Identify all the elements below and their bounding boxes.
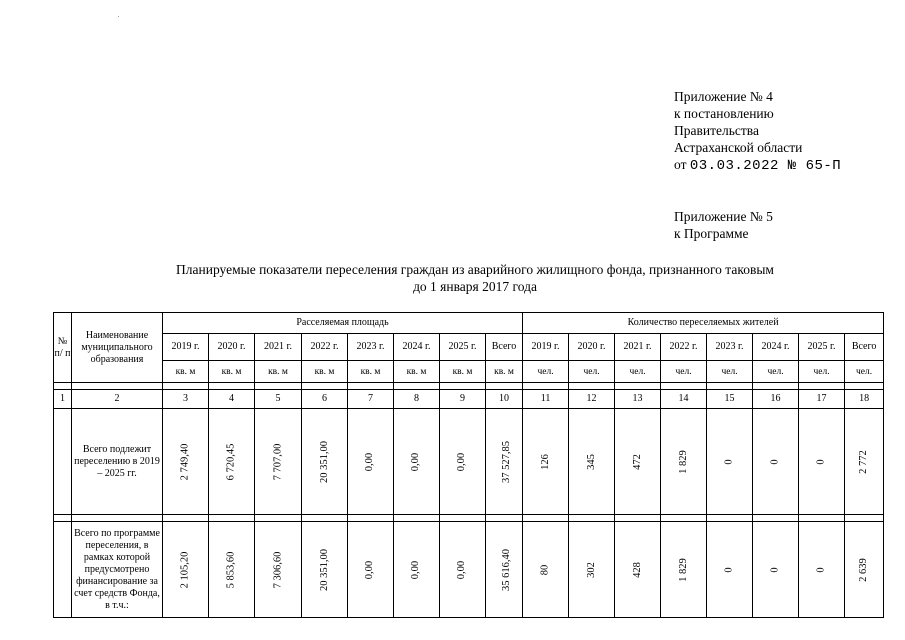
area-total-cell (486, 522, 523, 618)
people-total-value: 2 772 (858, 449, 870, 474)
people-value: 345 (585, 453, 597, 470)
year-header: 2025 г. (799, 334, 845, 361)
column-number: 6 (302, 390, 348, 409)
area-cell (440, 409, 486, 515)
area-value: 7 707,00 (272, 443, 283, 480)
column-number: 8 (394, 390, 440, 409)
people-value: 0 (815, 458, 827, 465)
appendix-4-line1: Приложение № 4 (674, 89, 773, 104)
area-cell (209, 409, 255, 515)
area-value: 0,00 (410, 452, 422, 471)
column-number: 17 (799, 390, 845, 409)
area-cell (302, 522, 348, 618)
column-number: 16 (753, 390, 799, 409)
area-value: 0,00 (410, 560, 422, 579)
unit-area: кв. м (163, 361, 209, 383)
unit-people: чел. (615, 361, 661, 383)
area-cell (394, 522, 440, 618)
people-cell (661, 409, 707, 515)
area-cell (440, 522, 486, 618)
unit-people: чел. (845, 361, 884, 383)
table-row (54, 522, 884, 618)
unit-area: кв. м (394, 361, 440, 383)
unit-people: чел. (753, 361, 799, 383)
row-name-cell: Всего по программе переселения, в рамках которой предусмотрено финансирование за счет средств Фонда, в т.ч.: (72, 522, 163, 618)
year-header: 2023 г. (348, 334, 394, 361)
area-cell (163, 522, 209, 618)
unit-area: кв. м (209, 361, 255, 383)
column-number: 14 (661, 390, 707, 409)
people-cell (615, 522, 661, 618)
area-value: 20 351,00 (318, 548, 330, 591)
unit-area: кв. м (348, 361, 394, 383)
column-number: 1 (54, 390, 72, 409)
year-header: 2024 г. (753, 334, 799, 361)
col-name-header: Наименование муниципального образования (72, 313, 163, 383)
area-total-value: 37 527,85 (501, 440, 512, 483)
date-prefix: от (674, 157, 687, 172)
unit-area: кв. м (486, 361, 523, 383)
resettlement-table (53, 312, 884, 618)
year-header: Всего (845, 334, 884, 361)
column-number: 5 (255, 390, 302, 409)
appendix-4-date (674, 156, 841, 175)
year-header: 2019 г. (163, 334, 209, 361)
people-value: 80 (539, 564, 551, 575)
header-row-groups (54, 313, 884, 334)
people-cell (569, 409, 615, 515)
people-cell (707, 522, 753, 618)
column-number: 18 (845, 390, 884, 409)
header-gap-row (54, 383, 884, 390)
area-value: 7 306,60 (272, 551, 283, 588)
people-value: 126 (539, 453, 551, 470)
appendix-4-line4: Астраханской области (674, 140, 803, 155)
people-cell (523, 522, 569, 618)
people-value: 0 (815, 566, 827, 573)
people-value: 302 (585, 561, 597, 578)
col-no-header: № п/ п (54, 313, 72, 383)
year-header: 2021 г. (615, 334, 661, 361)
people-cell (569, 522, 615, 618)
column-number: 9 (440, 390, 486, 409)
appendix-5-header (674, 208, 773, 242)
area-value: 2 105,20 (179, 551, 191, 588)
unit-people: чел. (523, 361, 569, 383)
area-total-value: 35 616,40 (501, 548, 512, 591)
year-header: 2023 г. (707, 334, 753, 361)
row-spacer (54, 515, 884, 522)
people-value: 0 (769, 566, 781, 573)
unit-people: чел. (707, 361, 753, 383)
area-cell (255, 522, 302, 618)
row-no-cell (54, 522, 72, 618)
area-value: 0,00 (364, 452, 376, 471)
unit-people: чел. (569, 361, 615, 383)
header-row-years (54, 334, 884, 361)
people-total-value: 2 639 (858, 557, 870, 582)
column-number: 15 (707, 390, 753, 409)
people-value: 1 829 (677, 557, 689, 582)
area-cell (302, 409, 348, 515)
appendix-4-line3: Правительства (674, 123, 759, 138)
appendix-4-header (674, 88, 841, 175)
appendix-5-line1: Приложение № 5 (674, 209, 773, 224)
column-number: 10 (486, 390, 523, 409)
people-cell (615, 409, 661, 515)
column-number: 12 (569, 390, 615, 409)
column-number: 3 (163, 390, 209, 409)
people-cell (799, 409, 845, 515)
area-value: 0,00 (456, 452, 468, 471)
people-cell (661, 522, 707, 618)
appendix-4-line2: к постановлению (674, 106, 774, 121)
year-header: 2025 г. (440, 334, 486, 361)
title-line1: Планируемые показатели переселения граждан из аварийного жилищного фонда, признанного таковым (176, 262, 774, 277)
area-cell (394, 409, 440, 515)
unit-area: кв. м (255, 361, 302, 383)
people-value: 0 (723, 566, 735, 573)
year-header: 2022 г. (661, 334, 707, 361)
group-people-header: Количество переселяемых жителей (523, 313, 884, 334)
column-number: 11 (523, 390, 569, 409)
people-cell (753, 409, 799, 515)
year-header: 2019 г. (523, 334, 569, 361)
people-value: 0 (769, 458, 781, 465)
people-total-cell (845, 522, 884, 618)
column-number: 7 (348, 390, 394, 409)
document-title (0, 261, 905, 295)
scan-dot (118, 16, 119, 17)
people-cell (523, 409, 569, 515)
people-cell (707, 409, 753, 515)
people-value: 0 (723, 458, 735, 465)
year-header: 2021 г. (255, 334, 302, 361)
row-no-cell (54, 409, 72, 515)
area-total-cell (486, 409, 523, 515)
title-line2: до 1 января 2017 года (413, 279, 537, 294)
year-header: Всего (486, 334, 523, 361)
area-value: 6 720,45 (225, 443, 237, 480)
area-value: 0,00 (456, 560, 468, 579)
area-cell (348, 409, 394, 515)
column-number: 4 (209, 390, 255, 409)
people-total-cell (845, 409, 884, 515)
unit-people: чел. (799, 361, 845, 383)
area-value: 5 853,60 (225, 551, 237, 588)
area-value: 20 351,00 (318, 440, 330, 483)
date-handwritten: 03.03.2022 № 65-П (689, 158, 842, 174)
area-cell (348, 522, 394, 618)
area-cell (163, 409, 209, 515)
people-value: 472 (631, 453, 643, 470)
people-cell (753, 522, 799, 618)
people-value: 1 829 (677, 449, 689, 474)
appendix-5-line2: к Программе (674, 226, 749, 241)
people-cell (799, 522, 845, 618)
column-number: 2 (72, 390, 163, 409)
unit-people: чел. (661, 361, 707, 383)
area-value: 2 749,40 (179, 443, 191, 480)
area-cell (209, 522, 255, 618)
row-name-cell: Всего подлежит переселению в 2019 – 2025 гг. (72, 409, 163, 515)
unit-area: кв. м (440, 361, 486, 383)
group-area-header: Расселяемая площадь (163, 313, 523, 334)
people-value: 428 (631, 561, 643, 578)
table-row (54, 409, 884, 515)
area-cell (255, 409, 302, 515)
column-number-row (54, 390, 884, 409)
year-header: 2020 г. (569, 334, 615, 361)
column-number: 13 (615, 390, 661, 409)
area-value: 0,00 (364, 560, 376, 579)
header-row-units (54, 361, 884, 383)
year-header: 2024 г. (394, 334, 440, 361)
year-header: 2022 г. (302, 334, 348, 361)
unit-area: кв. м (302, 361, 348, 383)
year-header: 2020 г. (209, 334, 255, 361)
